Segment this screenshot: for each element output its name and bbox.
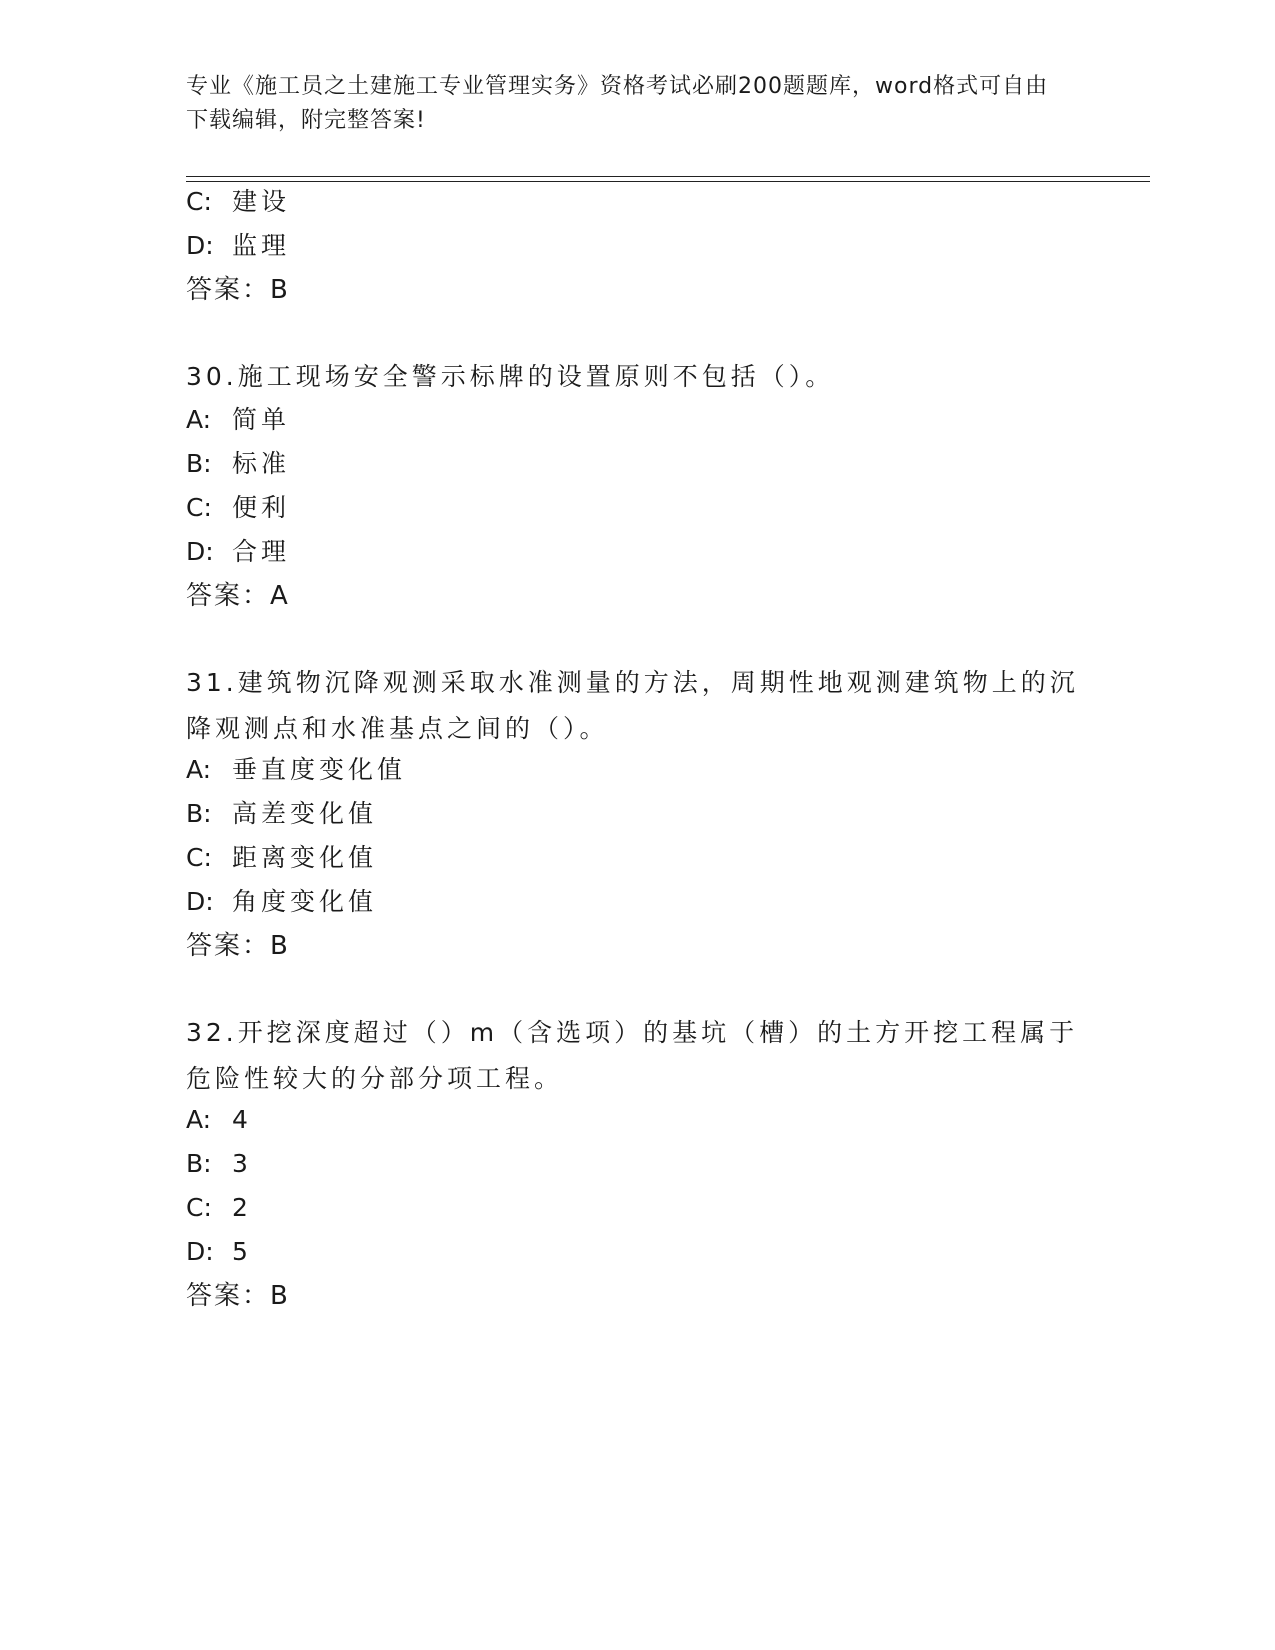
- question-32: 32.开挖深度超过（）m（含选项）的基坑（槽）的土方开挖工程属于危险性较大的分部分项工程。: [186, 1018, 1079, 1093]
- option-c: C: 距离变化值: [186, 843, 378, 872]
- header-rule-bottom: [186, 181, 1150, 182]
- question-30: 30.施工现场安全警示标牌的设置原则不包括（）。: [186, 362, 835, 391]
- option-b: B: 高差变化值: [186, 799, 378, 828]
- option-d: D: 5: [186, 1237, 252, 1266]
- option-a: A: 垂直度变化值: [186, 755, 407, 784]
- option-b: B: 标准: [186, 449, 291, 478]
- header-rule-top: [186, 176, 1150, 177]
- option-a: A: 4: [186, 1105, 252, 1134]
- option-c: C: 便利: [186, 493, 291, 522]
- document-header: 专业《施工员之土建施工专业管理实务》资格考试必刷200题题库，word格式可自由下载编辑，附完整答案!: [186, 74, 1049, 133]
- option-d: D: 合理: [186, 537, 291, 566]
- answer: 答案：B: [186, 275, 290, 305]
- answer: 答案：A: [186, 581, 290, 611]
- option-d: D: 监理: [186, 231, 291, 260]
- answer: 答案：B: [186, 1281, 290, 1311]
- option-a: A: 简单: [186, 405, 291, 434]
- option-b: B: 3: [186, 1149, 252, 1178]
- answer: 答案：B: [186, 931, 290, 961]
- question-31: 31.建筑物沉降观测采取水准测量的方法，周期性地观测建筑物上的沉降观测点和水准基点之间的（）。: [186, 668, 1079, 743]
- option-c: C: 建设: [186, 187, 291, 216]
- option-c: C: 2: [186, 1193, 252, 1222]
- option-d: D: 角度变化值: [186, 887, 378, 916]
